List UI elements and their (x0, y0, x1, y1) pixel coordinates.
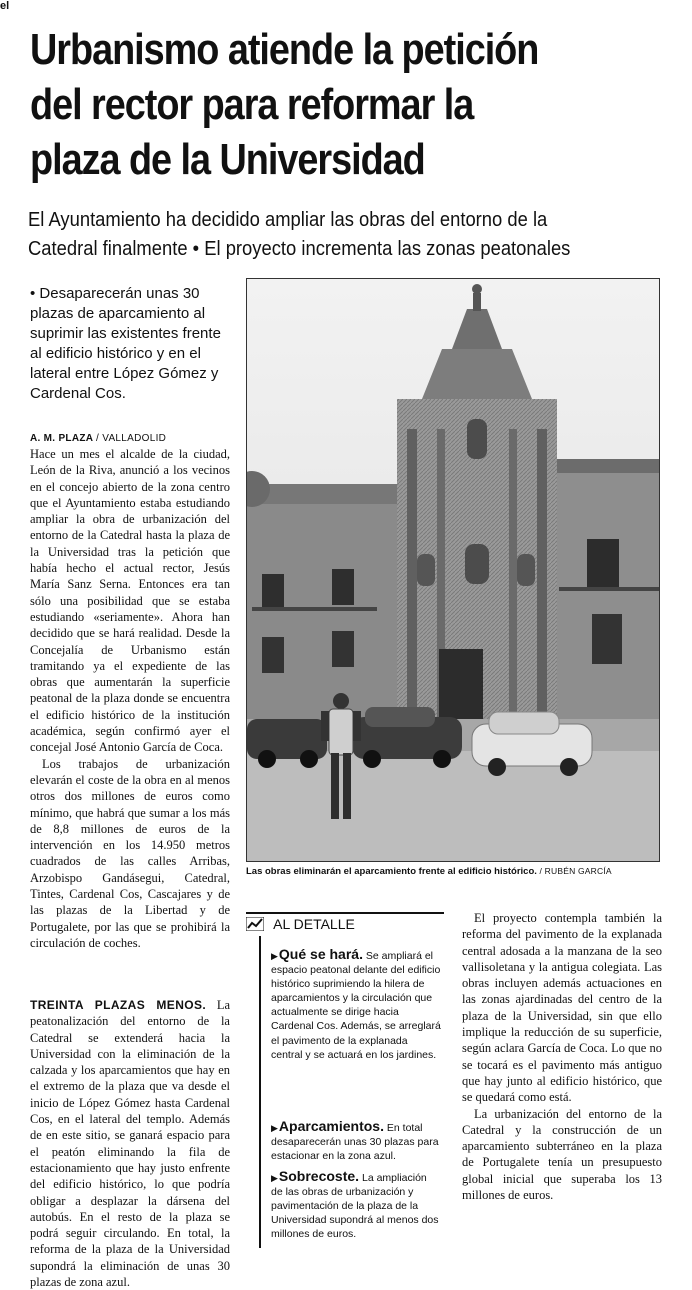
article-column-3 (462, 910, 662, 1203)
headline (30, 22, 589, 187)
byline-location: VALLADOLID (102, 433, 167, 444)
detail-item-text: En total desaparecerán unas 30 plazas para estacionar en la zona azul. (271, 1122, 439, 1163)
detail-item (271, 1118, 441, 1163)
article-text: La peatonalización del entorno de la Catedral se extenderá hacia la Universidad con la eliminación de la calzada y los aparcamientos que hay en el extremo de la plaza que va desde el inicio de López Gómez hasta Cardenal Cos, en el lateral del templo. Además de en este sitio, se ganará espacio para el peatón eliminando la fila de estacionamiento que hay justo enfrente del edificio histórico, lo que podría obligar a desplazar la dársena del autobús. En el resto de la plaza se podrá seguir circulando. En total, la reforma de la plaza de la Universidad supondrá la eliminación de unas 30 plazas de zona azul. (30, 998, 230, 1290)
detail-box-title: AL DETALLE (273, 916, 355, 932)
detail-item-title: Sobrecoste. (278, 1168, 360, 1184)
article-paragraph: El proyecto contempla también la reforma del pavimento de la explanada central adosada a la manzana de la seo vallisoletana y la antigua colegiata. Las obras incluyen además actuaciones en las zonas ajardinadas del centro de la plaza de la Universidad, sin que ello implique la reducción de su superficie, según aclara García de Coca. Lo que no se tocará es el pavimento más antiguo que hay junto al edificio histórico, que se quedará como está. (462, 911, 662, 1105)
arrow-icon: ▶ (271, 1123, 278, 1133)
section-runin-heading: TREINTA PLAZAS MENOS. (30, 998, 207, 1012)
subheadline-line: Catedral finalmente • El proyecto incrementa las zonas peatonales (28, 238, 571, 260)
news-photo (246, 278, 660, 862)
headline-line: Urbanismo atiende la petición (30, 25, 539, 74)
detail-box-header (246, 912, 444, 934)
byline-separator: / (96, 433, 100, 444)
byline-author: A. M. PLAZA (30, 433, 93, 444)
detail-box (246, 912, 444, 1252)
article-paragraph: La urbanización del entorno de la Catedral y la construcción de un aparcamiento subterráneo en la plaza de Portugalete tenía un presupuesto global inicial que superaba los 13 millones de euros. (462, 1106, 662, 1203)
subheadline-line: El Ayuntamiento ha decidido ampliar las obras del entorno de la (28, 209, 548, 231)
detail-item (271, 946, 441, 1062)
byline (30, 433, 166, 444)
article-paragraph: Los trabajos de urbanización elevarán el coste de la obra en al menos otros dos millones de euros como mínimo, que habrá que sumar a los más de 8,8 millones de euros de la intervención en los 14.950 metros cuadrados de las calles Arribas, Arzobispo Gandásegui, Catedral, Tintes, Cardenal Cos, Cascajares y de las plazas de la Libertad y de Portugalete, por las que se prohibirá la circulación de coches. (30, 756, 230, 950)
page-corner-mark: el (0, 0, 10, 12)
headline-line: del rector para reformar la (30, 80, 474, 129)
chart-icon (246, 917, 264, 934)
headline-line: plaza de la Universidad (30, 135, 425, 184)
detail-item (271, 1168, 441, 1241)
photo-credit: / RUBÉN GARCÍA (539, 866, 612, 876)
detail-item-text: Se ampliará el espacio peatonal delante del edificio histórico suprimiendo la hilera de aparcamientos y la circulación que actualmente se dirige hacia Cardenal Cos. Además, se arreglará el pavimento de la explanada central y se actuará en los jardines. (271, 950, 441, 1061)
arrow-icon: ▶ (271, 1173, 278, 1183)
university-facade-photo (247, 279, 659, 861)
article-paragraph: Hace un mes el alcalde de la ciudad, León de la Riva, anunció a los vecinos en el concejo abierto de la zona centro que el Ayuntamiento estaba estudiando ampliar la obra de urbanización del entorno de la Catedral hasta la plaza de la Universidad tras la petición que había hecho el actual rector, Jesús María Sanz Serna. Entonces era tan sólo una posibilidad que se estaba estudiando «seriamente». Ahora han decidido que se hará realidad. Desde la Concejalía de Urbanismo están tramitando ya el expediente de las obras que aumentarán la superficie peatonal de la plaza donde se encuentra el edificio histórico de la institución académica, según confirmó ayer el concejal José Antonio García de Coca. (30, 447, 230, 755)
caption-text: Las obras eliminarán el aparcamiento frente al edificio histórico. (246, 866, 537, 877)
detail-item-title: Aparcamientos. (278, 1118, 384, 1134)
summary-lead: • Desaparecerán unas 30 plazas de aparcamiento al suprimir las existentes frente al edificio histórico y en el lateral entre López Gómez y Cardenal Cos. (30, 285, 221, 402)
article-column-1a (30, 446, 230, 951)
photo-caption (246, 866, 612, 877)
article-paragraph (30, 997, 230, 1290)
detail-item-title: Qué se hará. (278, 946, 363, 962)
detail-box-rule (259, 936, 261, 1248)
arrow-icon: ▶ (271, 951, 278, 961)
detail-item-text: La ampliación de las obras de urbanización y pavimentación de la plaza de la Universidad supondrá al menos dos millones de euros. (271, 1172, 439, 1241)
article-column-1b (30, 997, 230, 1290)
subheadline (28, 206, 635, 264)
